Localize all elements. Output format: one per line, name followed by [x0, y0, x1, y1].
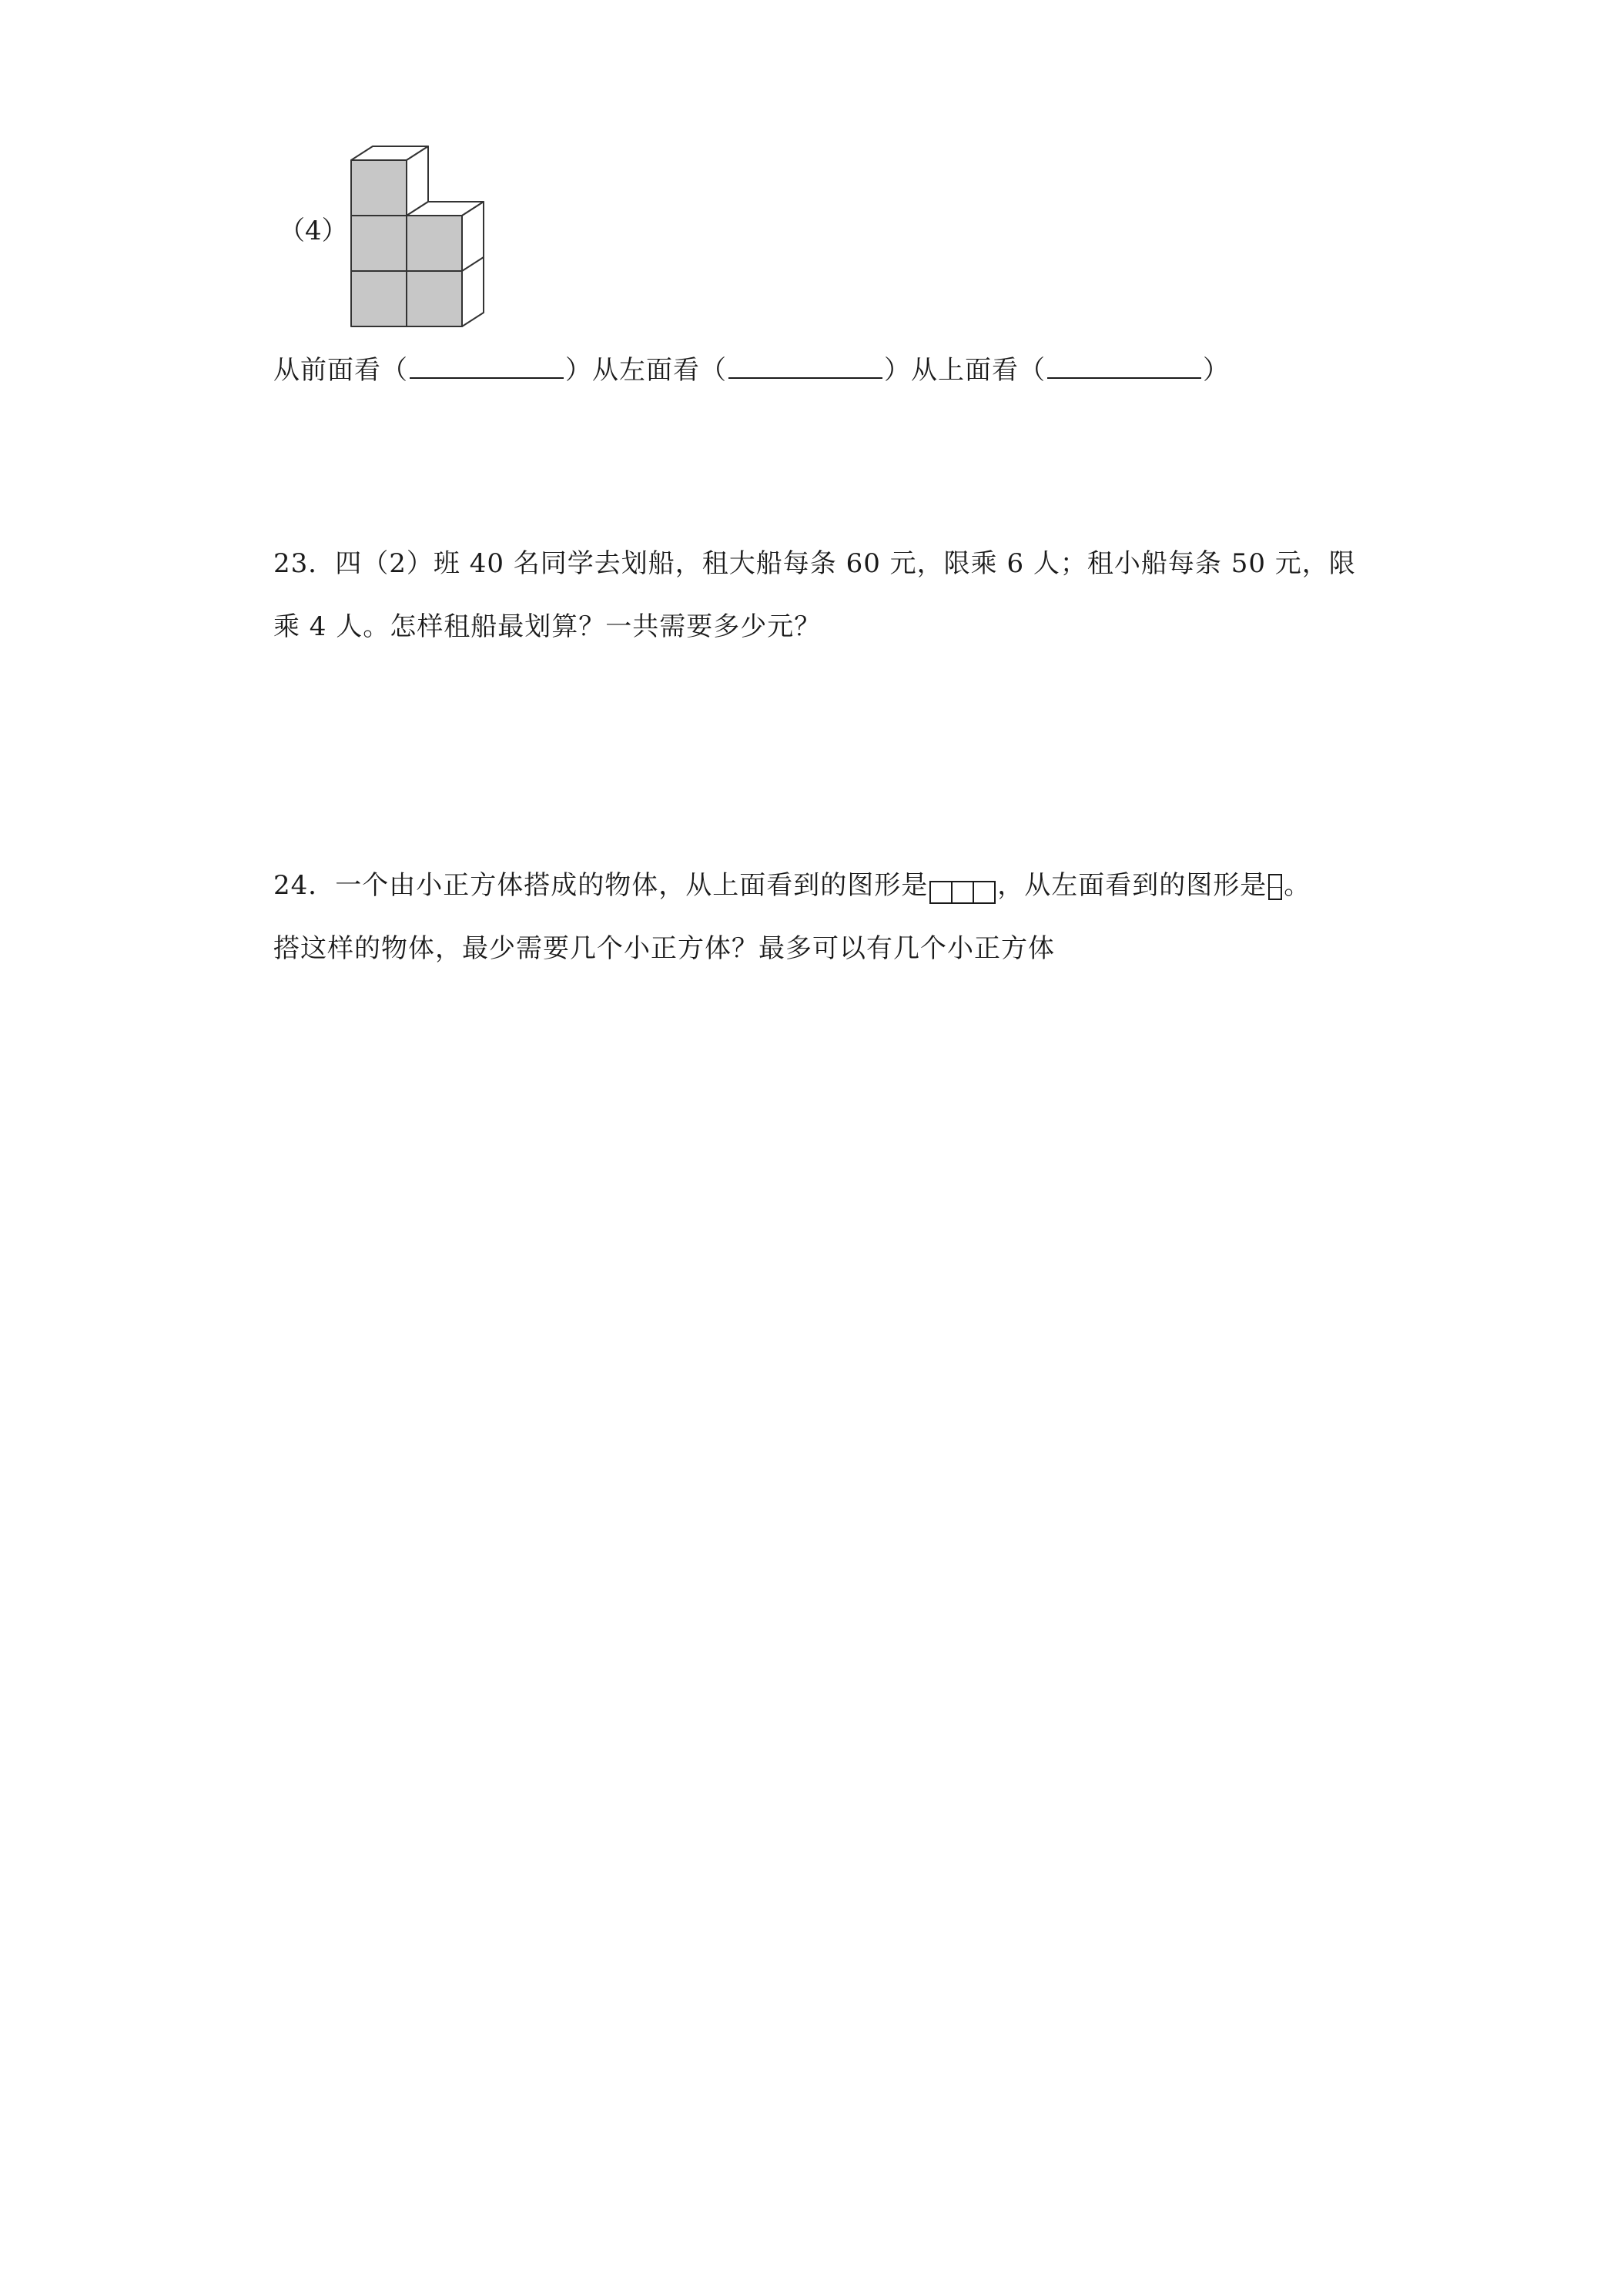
top-view-square	[929, 881, 953, 904]
question-24-line-1	[273, 870, 1311, 901]
front-view-blank[interactable]	[410, 354, 564, 379]
top-view-blank[interactable]	[1047, 354, 1201, 379]
views-answer-line	[273, 354, 1230, 386]
cube-front-face	[351, 216, 407, 271]
cube-front-face	[407, 216, 462, 271]
sub-question-label: （4）	[279, 216, 348, 246]
left-view-blank[interactable]	[728, 354, 882, 379]
cube-front-face	[351, 271, 407, 326]
cube-front-face	[407, 271, 462, 326]
question-24-line-2: 搭这样的物体，最少需要几个小正方体？最多可以有几个小正方体	[273, 933, 1055, 964]
front-view-prompt: 从前面看（	[273, 355, 408, 386]
top-view-prompt: ）从上面看（	[884, 355, 1046, 386]
top-view-square	[973, 881, 996, 904]
question-23-line-2: 乘 4 人。怎样租船最划算？一共需要多少元？	[273, 611, 822, 642]
question-23-line-1: 23．四（2）班 40 名同学去划船，租大船每条 60 元，限乘 6 人；租小船每条 50 元，限	[273, 548, 1356, 579]
question-24-text-b: ，从左面看到的图形是	[997, 870, 1267, 901]
question-24-text-c: 。	[1284, 870, 1311, 901]
cube-front-face	[351, 160, 407, 216]
left-view-prompt: ）从左面看（	[565, 355, 727, 386]
cube-stack-figure	[345, 139, 499, 331]
question-24-text-a: 24．一个由小正方体搭成的物体，从上面看到的图形是	[273, 870, 929, 901]
left-view-shape	[1268, 874, 1282, 900]
top-view-square	[951, 881, 974, 904]
top-view-shape	[929, 875, 996, 899]
closing-paren: ）	[1203, 355, 1230, 386]
